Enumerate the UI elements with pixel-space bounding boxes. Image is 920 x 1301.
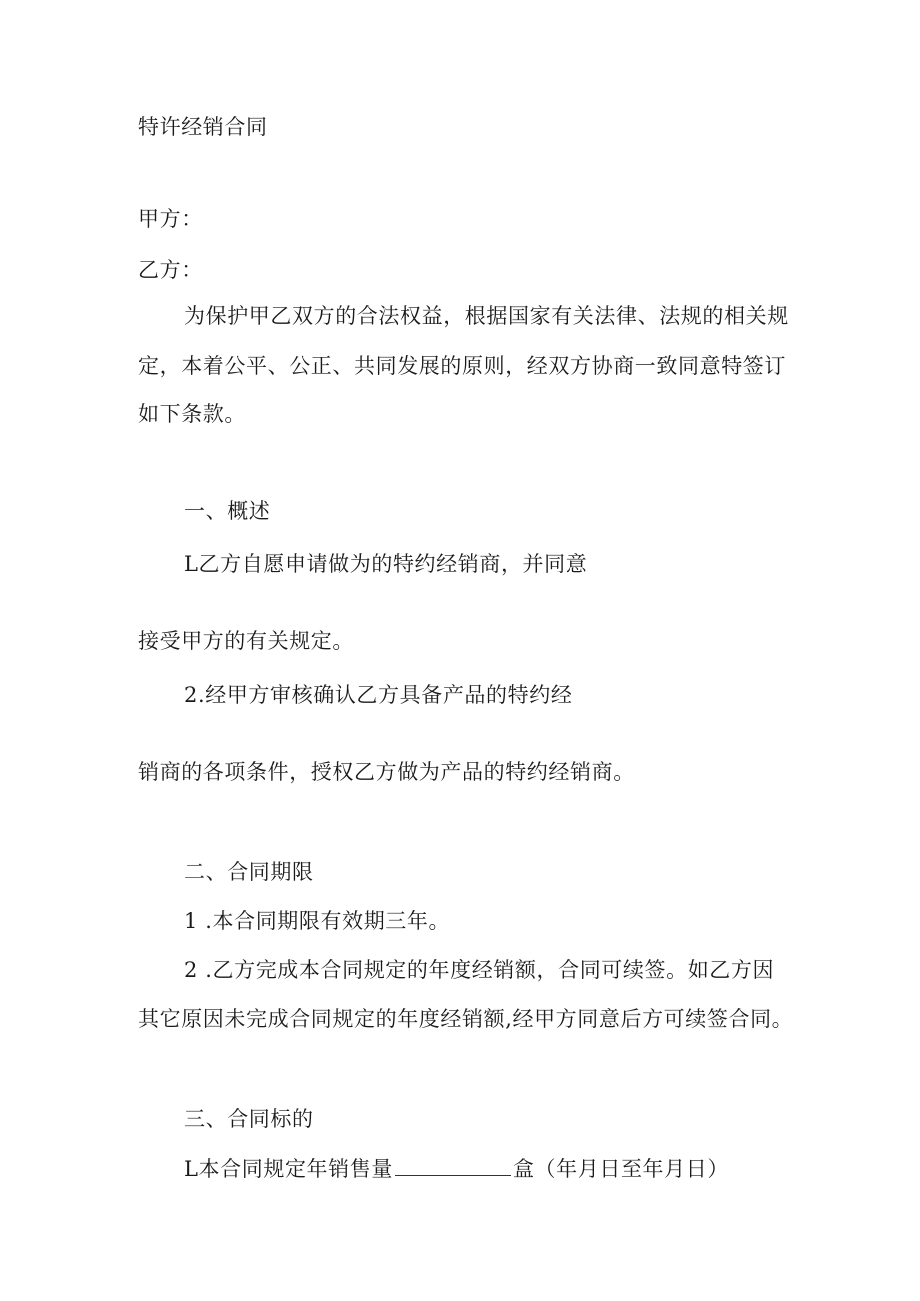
preamble-line-1: 为保护甲乙双方的合法权益，根据国家有关法律、法规的相关规 [184, 304, 789, 328]
preamble-line-3: 如下条款。 [138, 402, 246, 426]
section-1-item-2-line-1: 2.经甲方审核确认乙方具备产品的特约经 [184, 683, 573, 707]
section-2-item-1: 1 .本合同期限有效期三年。 [184, 909, 451, 933]
section-1-heading: 一、概述 [184, 499, 271, 523]
section-2-item-2-line-1: 2 .乙方完成本合同规定的年度经销额，合同可续签。如乙方因 [184, 958, 775, 982]
section-3-heading: 三、合同标的 [184, 1107, 314, 1131]
preamble-line-2: 定，本着公平、公正、共同发展的原则，经双方协商一致同意特签订 [138, 354, 786, 378]
section-3-item-1-suffix: 盒（年月日至年月日） [512, 1157, 729, 1181]
document-title: 特许经销合同 [138, 115, 268, 139]
party-a-label: 甲方： [138, 207, 203, 231]
section-2-heading: 二、合同期限 [184, 860, 314, 884]
section-1-item-2-line-2: 销商的各项条件，授权乙方做为产品的特约经销商。 [138, 760, 635, 784]
section-1-item-1-line-1: L乙方自愿申请做为的特约经销商，并同意 [184, 552, 588, 576]
sales-volume-blank [395, 1157, 511, 1176]
section-3-item-1-prefix: L本合同规定年销售量 [184, 1157, 393, 1181]
party-b-label: 乙方： [138, 258, 203, 282]
section-1-item-1-line-2: 接受甲方的有关规定。 [138, 629, 354, 653]
section-2-item-2-line-2: 其它原因未完成合同规定的年度经销额,经甲方同意后方可续签合同。 [138, 1007, 794, 1031]
section-3-item-1 [184, 1155, 729, 1183]
